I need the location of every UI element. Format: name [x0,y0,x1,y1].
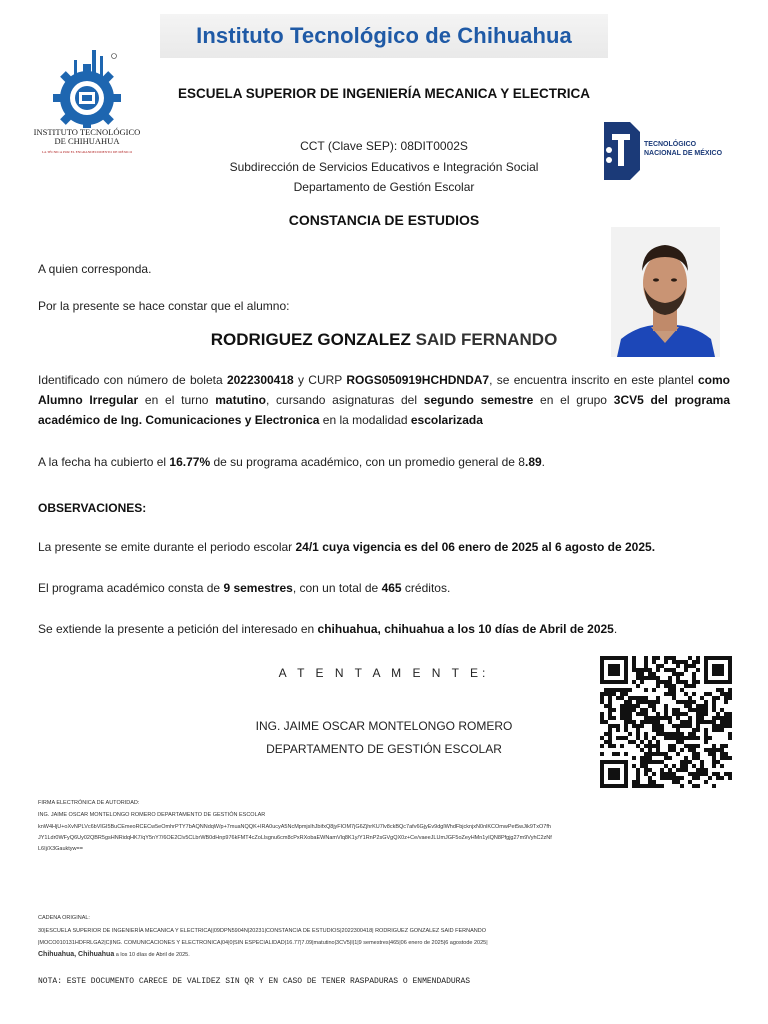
itch-logo-motto: LA TÉCNICA POR EL ENGRANDECIMIENTO DE MÉXICO [41,150,133,154]
enrollment-paragraph [38,370,730,430]
text-run: El programa académico consta de [38,581,224,595]
student-given-names: SAID FERNANDO [415,330,558,349]
document-title: CONSTANCIA DE ESTUDIOS [288,212,480,228]
gpa-decimals: .89 [524,455,542,469]
text-run: , con un total de [292,581,382,595]
qr-code [600,656,732,788]
text-run: . [613,622,618,636]
cadena-place: Chihuahua, Chihuahua [38,951,115,958]
cadena-original [38,925,553,961]
departamento: Departamento de Gestión Escolar [293,180,475,194]
progress-percent: 16.77% [169,455,211,469]
progress-line [38,455,545,469]
itch-logo-name: INSTITUTO TECNOLÓGICO DE CHIHUAHUA [33,127,141,146]
text-run: , se encuentra inscrito en este plantel [489,373,698,387]
issue-place-date: chihuahua, chihuahua a los 10 días de Abril de 2025 [317,622,614,636]
text-run: en la modalidad [319,413,411,427]
period-value: 24/1 cuya vigencia es del 06 enero de 2025 al 6 agosto de 2025. [295,540,656,554]
boleta-number: 2022300418 [226,373,294,387]
text-run: Identificado con número de boleta [38,373,227,387]
firma-name: ING. JAIME OSCAR MONTELONGO ROMERO DEPARTAMENTO DE GESTIÓN ESCOLAR [38,812,266,818]
credit-count: 465 [381,581,402,595]
text-run: La presente se emite durante el periodo escolar [38,540,296,554]
student-surnames: RODRIGUEZ GONZALEZ [210,330,411,349]
text-run: en el grupo [533,393,614,407]
modality: escolarizada [410,413,483,427]
semester-count: 9 semestres [223,581,293,595]
cadena-text: 30|ESCUELA SUPERIOR DE INGENIERÍA MECANICA Y ELECTRICA||09DPN5904N|20231|CONSTANCIA DE ESTUDIOS|2022300418| RODRIGUEZ GONZALEZ SAID FERNANDO |MOCO010131HDFRLGA2|C|ING. COMUNICACIONES Y ELECTRONICA|04|0|SIN ESPECIALIDAD|16.77|7.09|matutino|3CV5|I|1|9 semestres|465|06 enero de 2025|6 agostode 2025| [38,928,488,946]
student-type: como Alumno Irregular [38,373,730,407]
curp: ROGS050919HCHDNDA7 [346,373,490,387]
period-line [38,540,655,554]
group-program: 3CV5 del programa académico de Ing. Comunicaciones y Electronica [38,393,731,427]
student-name [0,330,768,350]
text-run: en el turno [138,393,216,407]
school-name: ESCUELA SUPERIOR DE INGENIERÍA MECANICA Y ELECTRICA [177,86,591,101]
cct-code: CCT (Clave SEP): 08DIT0002S [300,139,468,153]
subdireccion: Subdirección de Servicios Educativos e Integración Social [229,160,539,174]
signer-name: ING. JAIME OSCAR MONTELONGO ROMERO [255,719,513,733]
cadena-date: a los 10 días de Abril de 2025. [114,952,190,958]
semester: segundo semestre [423,393,534,407]
institution-banner [160,14,608,58]
issued-line [38,622,617,636]
text-run: créditos. [401,581,451,595]
cadena-label: CADENA ORIGINAL: [38,915,90,921]
shift: matutino [215,393,266,407]
intro-text: Por la presente se hace constar que el alumno: [38,299,290,313]
program-line [38,581,450,595]
validity-note: NOTA: ESTE DOCUMENTO CARECE DE VALIDEZ SIN QR Y EN CASO DE TENER RASPADURAS O ENMENDADURAS [38,977,471,986]
tecnm-logo-text: TECNOLÓGICO NACIONAL DE MÉXICO [644,141,723,157]
signer-department: DEPARTAMENTO DE GESTIÓN ESCOLAR [266,742,502,756]
observaciones-label: OBSERVACIONES: [38,501,147,515]
closing-salutation: A T E N T A M E N T E: [278,666,490,680]
text-run: . [541,455,546,469]
text-run: y CURP [293,373,347,387]
text-run: , cursando asignaturas del [265,393,424,407]
firma-label: FIRMA ELECTRÓNICA DE AUTORIDAD: [38,800,140,806]
text-run: Se extiende la presente a petición del interesado en [38,622,318,636]
firma-digital-seal: knW4HjU+oXvNPLVc6bVlGI5BuCEmeoRCECw5eOmhrPTY7bAQNNdqW/p+7muaNQQK+IRA0ucyA5NcMpmjslhJbifxQ8jyFIOM7jG6ZjhrKU7lv8ckBQc7afv6GjyEv9dglWhdFbjcknjxN0nlKCOmwPet5wJik9TxO7fhJY1Ldr0WFyQ6Uy02QBR5gsHNRidqHK7/qY5nY7/6OE2Clv5CLbrWB0dHnp976kFMT4cZoLlsgnu6cm8cPxRXobaEWNamVlq8K1y/Y1RnP2sGVgQX0z+Ce/vaeeJLUmJGF5oZeyHMn1yIQN8Pfgjg27m9VyhC2zNfL6Ij/X3Gauktyw== [38,824,552,852]
text-run: de su programa académico, con un promedio general de 8 [210,455,525,469]
institution-title: Instituto Tecnológico de Chihuahua [196,23,572,48]
greeting: A quien corresponda. [38,262,152,276]
text-run: A la fecha ha cubierto el [38,455,170,469]
